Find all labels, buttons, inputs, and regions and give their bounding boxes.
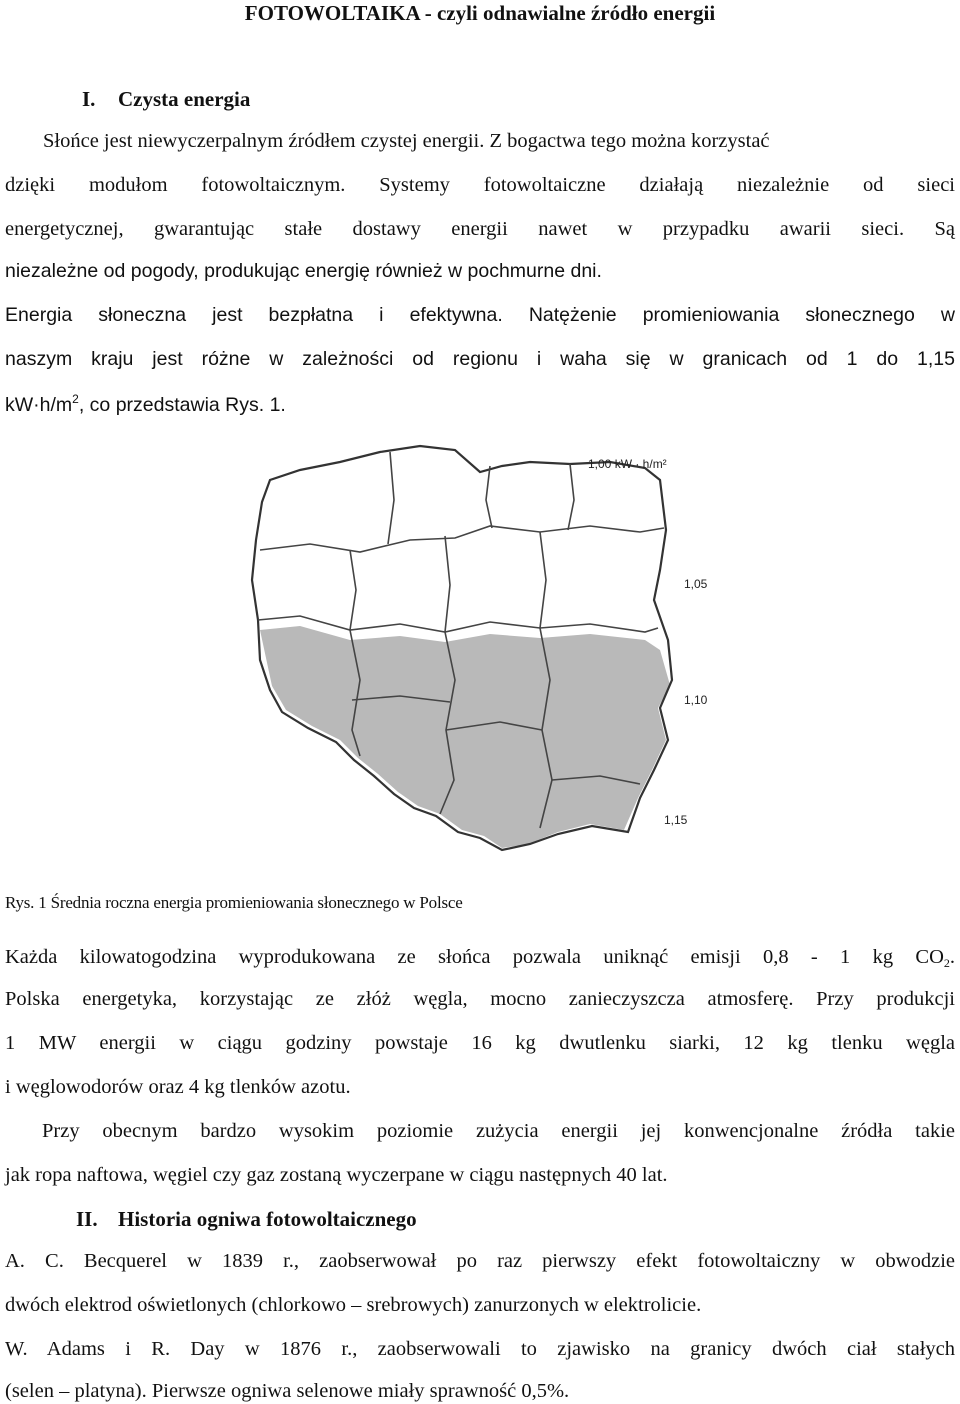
text-line: jak ropa naftowa, węgiel czy gaz zostaną wyczerpane w ciągu następnych 40 lat.	[5, 1164, 668, 1186]
map-shaded-zone	[260, 626, 670, 848]
text-line: 1 MW energii w ciągu godziny powstaje 16 kg dwutlenku siarki, 12 kg tlenku węgla	[5, 1032, 955, 1054]
text-line: Słońce jest niewyczerpalnym źródłem czystej energii. Z bogactwa tego można korzystać	[43, 130, 770, 152]
map-label-105: 1,05	[684, 577, 708, 591]
section-title: Czysta energia	[118, 87, 251, 111]
text-line: i węglowodorów oraz 4 kg tlenków azotu.	[5, 1076, 351, 1098]
map-label-100: 1,00 kW · h/m²	[588, 457, 667, 471]
text-line: energetycznej, gwarantując stałe dostawy energii nawet w przypadku awarii sieci. Są	[5, 218, 955, 240]
text-line: dwóch elektrod oświetlonych (chlorkowo – srebrowych) zanurzonych w elektrolicie.	[5, 1294, 702, 1316]
superscript: 2	[72, 392, 79, 406]
figure-caption: Rys. 1 Średnia roczna energia promieniowania słonecznego w Polsce	[5, 893, 463, 912]
poland-solar-map	[240, 440, 740, 870]
section-number: II.	[76, 1207, 98, 1231]
unit-text: kW·h/m	[5, 394, 73, 416]
section-title: Historia ogniwa fotowoltaicznego	[118, 1207, 417, 1231]
subscript: 2	[943, 956, 950, 970]
text-fragment: Każda kilowatogodzina wyprodukowana ze słońca pozwala uniknąć emisji 0,8 - 1 kg CO	[5, 946, 944, 968]
text-line: W. Adams i R. Day w 1876 r., zaobserwowali to zjawisko na granicy dwóch ciał stałych	[5, 1338, 955, 1360]
map-label-110: 1,10	[684, 693, 708, 707]
section-heading-2	[76, 1206, 417, 1232]
text-line: naszym kraju jest różne w zależności od regionu i waha się w granicach od 1 do 1,15	[5, 348, 955, 370]
text-line: Polska energetyka, korzystając ze złóż węgla, mocno zanieczyszcza atmosferę. Przy produkcji	[5, 988, 955, 1010]
text-line	[5, 944, 955, 970]
text-line	[5, 392, 955, 418]
section-heading-1	[82, 86, 250, 112]
text-line: (selen – platyna). Pierwsze ogniwa selenowe miały sprawność 0,5%.	[5, 1380, 570, 1402]
text-line: dzięki modułom fotowoltaicznym. Systemy fotowoltaiczne działają niezależnie od sieci	[5, 174, 955, 196]
text-fragment: , co przedstawia Rys. 1.	[78, 394, 286, 416]
document-title: FOTOWOLTAIKA - czyli odnawialne źródło energii	[244, 1, 716, 25]
text-line: Energia słoneczna jest bezpłatna i efektywna. Natężenie promieniowania słonecznego w	[5, 304, 955, 326]
map-label-115: 1,15	[664, 813, 688, 827]
text-line: Przy obecnym bardzo wysokim poziomie zużycia energii jej konwencjonalne źródła takie	[42, 1120, 955, 1142]
section-number: I.	[82, 87, 96, 111]
text-line: niezależne od pogody, produkując energię również w pochmurne dni.	[5, 260, 602, 282]
text-line: A. C. Becquerel w 1839 r., zaobserwował po raz pierwszy efekt fotowoltaiczny w obwodzie	[5, 1250, 955, 1272]
text-fragment: .	[949, 946, 955, 968]
